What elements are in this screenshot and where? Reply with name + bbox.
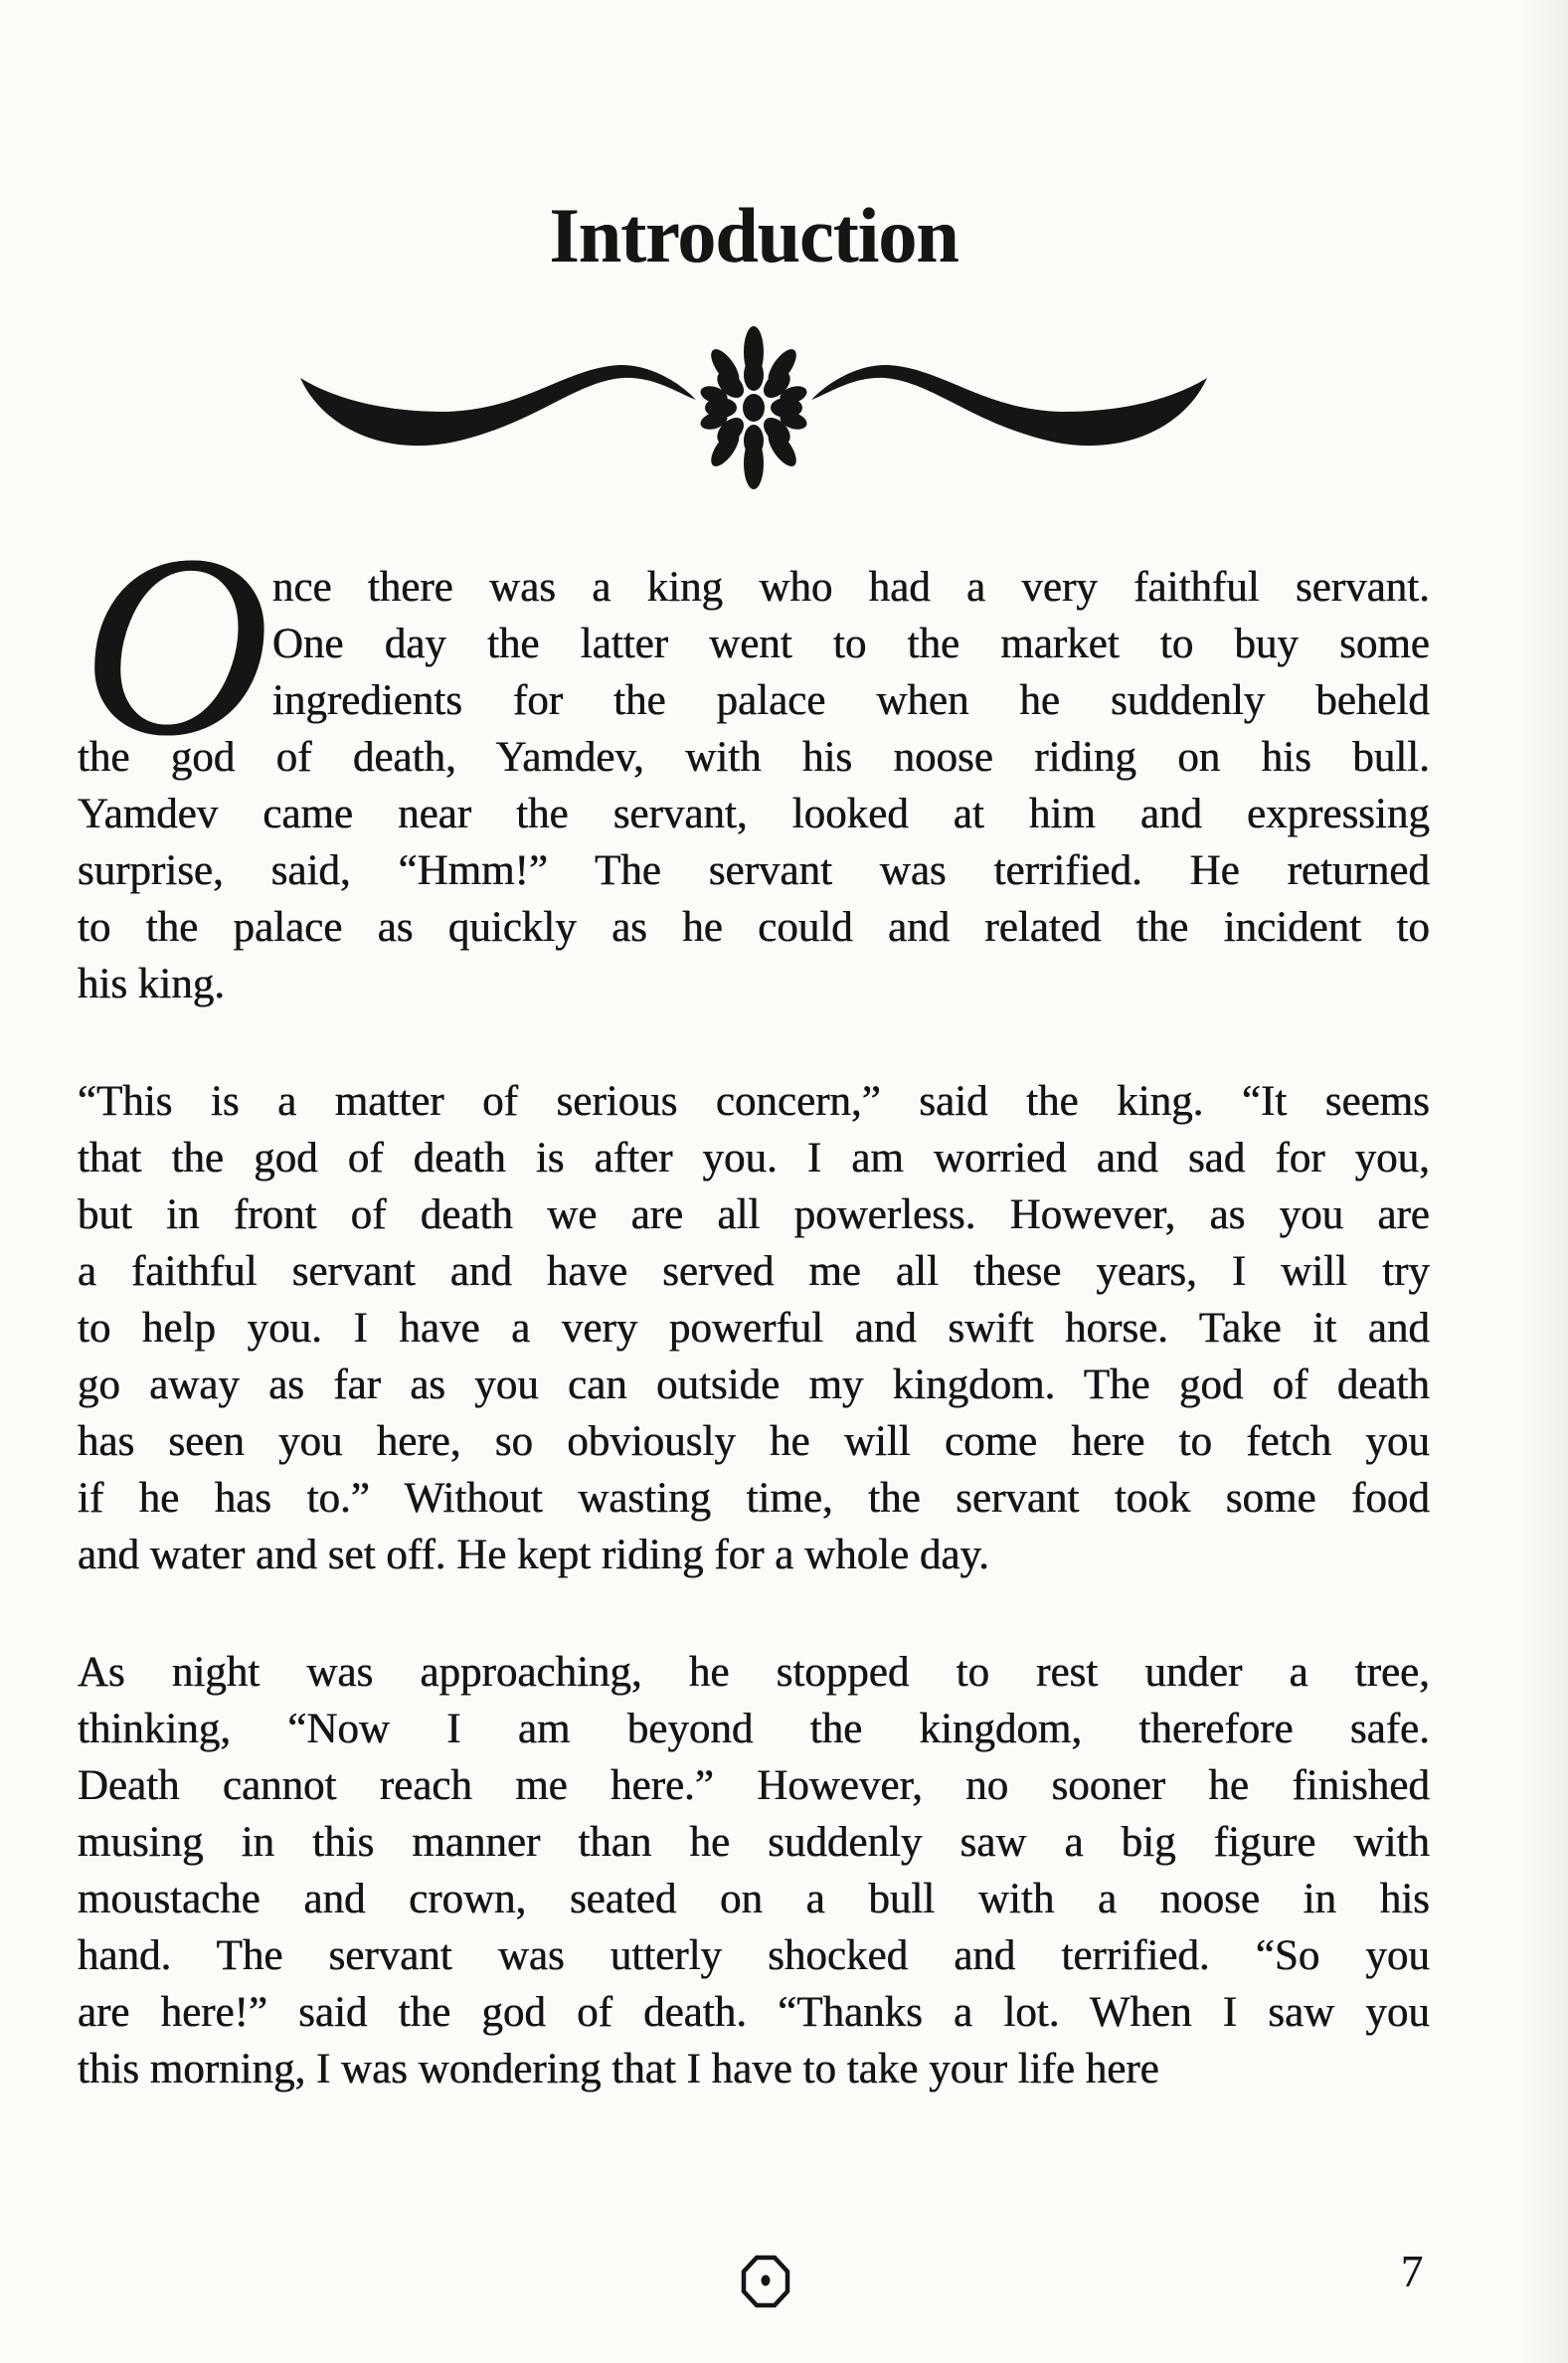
text-line: moustache and crown, seated on a bull with a noose in his [78, 1876, 1430, 1922]
page-title: Introduction [549, 192, 958, 278]
text-line: As night was approaching, he stopped to rest under a tree, [78, 1649, 1430, 1696]
paragraph [78, 501, 1430, 1012]
text-line: One day the latter went to the market to buy some [272, 621, 1430, 667]
text-line: Death cannot reach me here.” However, no sooner he finished [78, 1762, 1430, 1809]
text-line: ingredients for the palace when he suddenly beheld [272, 677, 1430, 724]
text-line: to the palace as quickly as he could and related the incident to [78, 904, 1430, 951]
circled-dot-icon [740, 2254, 791, 2314]
text-line: thinking, “Now I am beyond the kingdom, therefore safe. [78, 1706, 1430, 1752]
text-line: hand. The servant was utterly shocked and terrified. “So you [78, 1932, 1430, 1979]
paragraph [78, 1644, 1430, 2097]
text-line: his king. [78, 961, 226, 1007]
text-line: surprise, said, “Hmm!” The servant was terrified. He returned [78, 847, 1430, 894]
text-line: this morning, I was wondering that I have to take your life here [78, 2046, 1159, 2092]
text-line: to help you. I have a very powerful and swift horse. Take it and [78, 1305, 1430, 1352]
text-line: “This is a matter of serious concern,” said the king. “It seems [78, 1078, 1430, 1125]
text-line: but in front of death we are all powerless. However, as you are [78, 1191, 1430, 1238]
text-line: nce there was a king who had a very faithful servant. [272, 564, 1430, 611]
floral-flourish-divider-icon [286, 320, 1221, 494]
text-line: has seen you here, so obviously he will come here to fetch you [78, 1418, 1430, 1465]
drop-cap: O [82, 501, 270, 790]
text-line: that the god of death is after you. I am worried and sad for you, [78, 1135, 1430, 1182]
text-line: are here!” said the god of death. “Thanks a lot. When I saw you [78, 1989, 1430, 2036]
text-line: if he has to.” Without wasting time, the servant took some food [78, 1475, 1430, 1522]
text-line: Yamdev came near the servant, looked at him and expressing [78, 791, 1430, 837]
body-text [78, 501, 1430, 2097]
chapter-title-wrap [78, 192, 1430, 278]
text-line: the god of death, Yamdev, with his noose riding on his bull. [78, 734, 1430, 781]
text-line: and water and set off. He kept riding for a whole day. [78, 1532, 990, 1578]
paragraph [78, 1073, 1430, 1583]
text-line: a faithful servant and have served me all these years, I will try [78, 1248, 1430, 1295]
text-line: go away as far as you can outside my kingdom. The god of death [78, 1362, 1430, 1408]
text-line: musing in this manner than he suddenly saw a big figure with [78, 1819, 1430, 1866]
page-number: 7 [1400, 2247, 1424, 2296]
ornament-wrap [78, 320, 1430, 499]
